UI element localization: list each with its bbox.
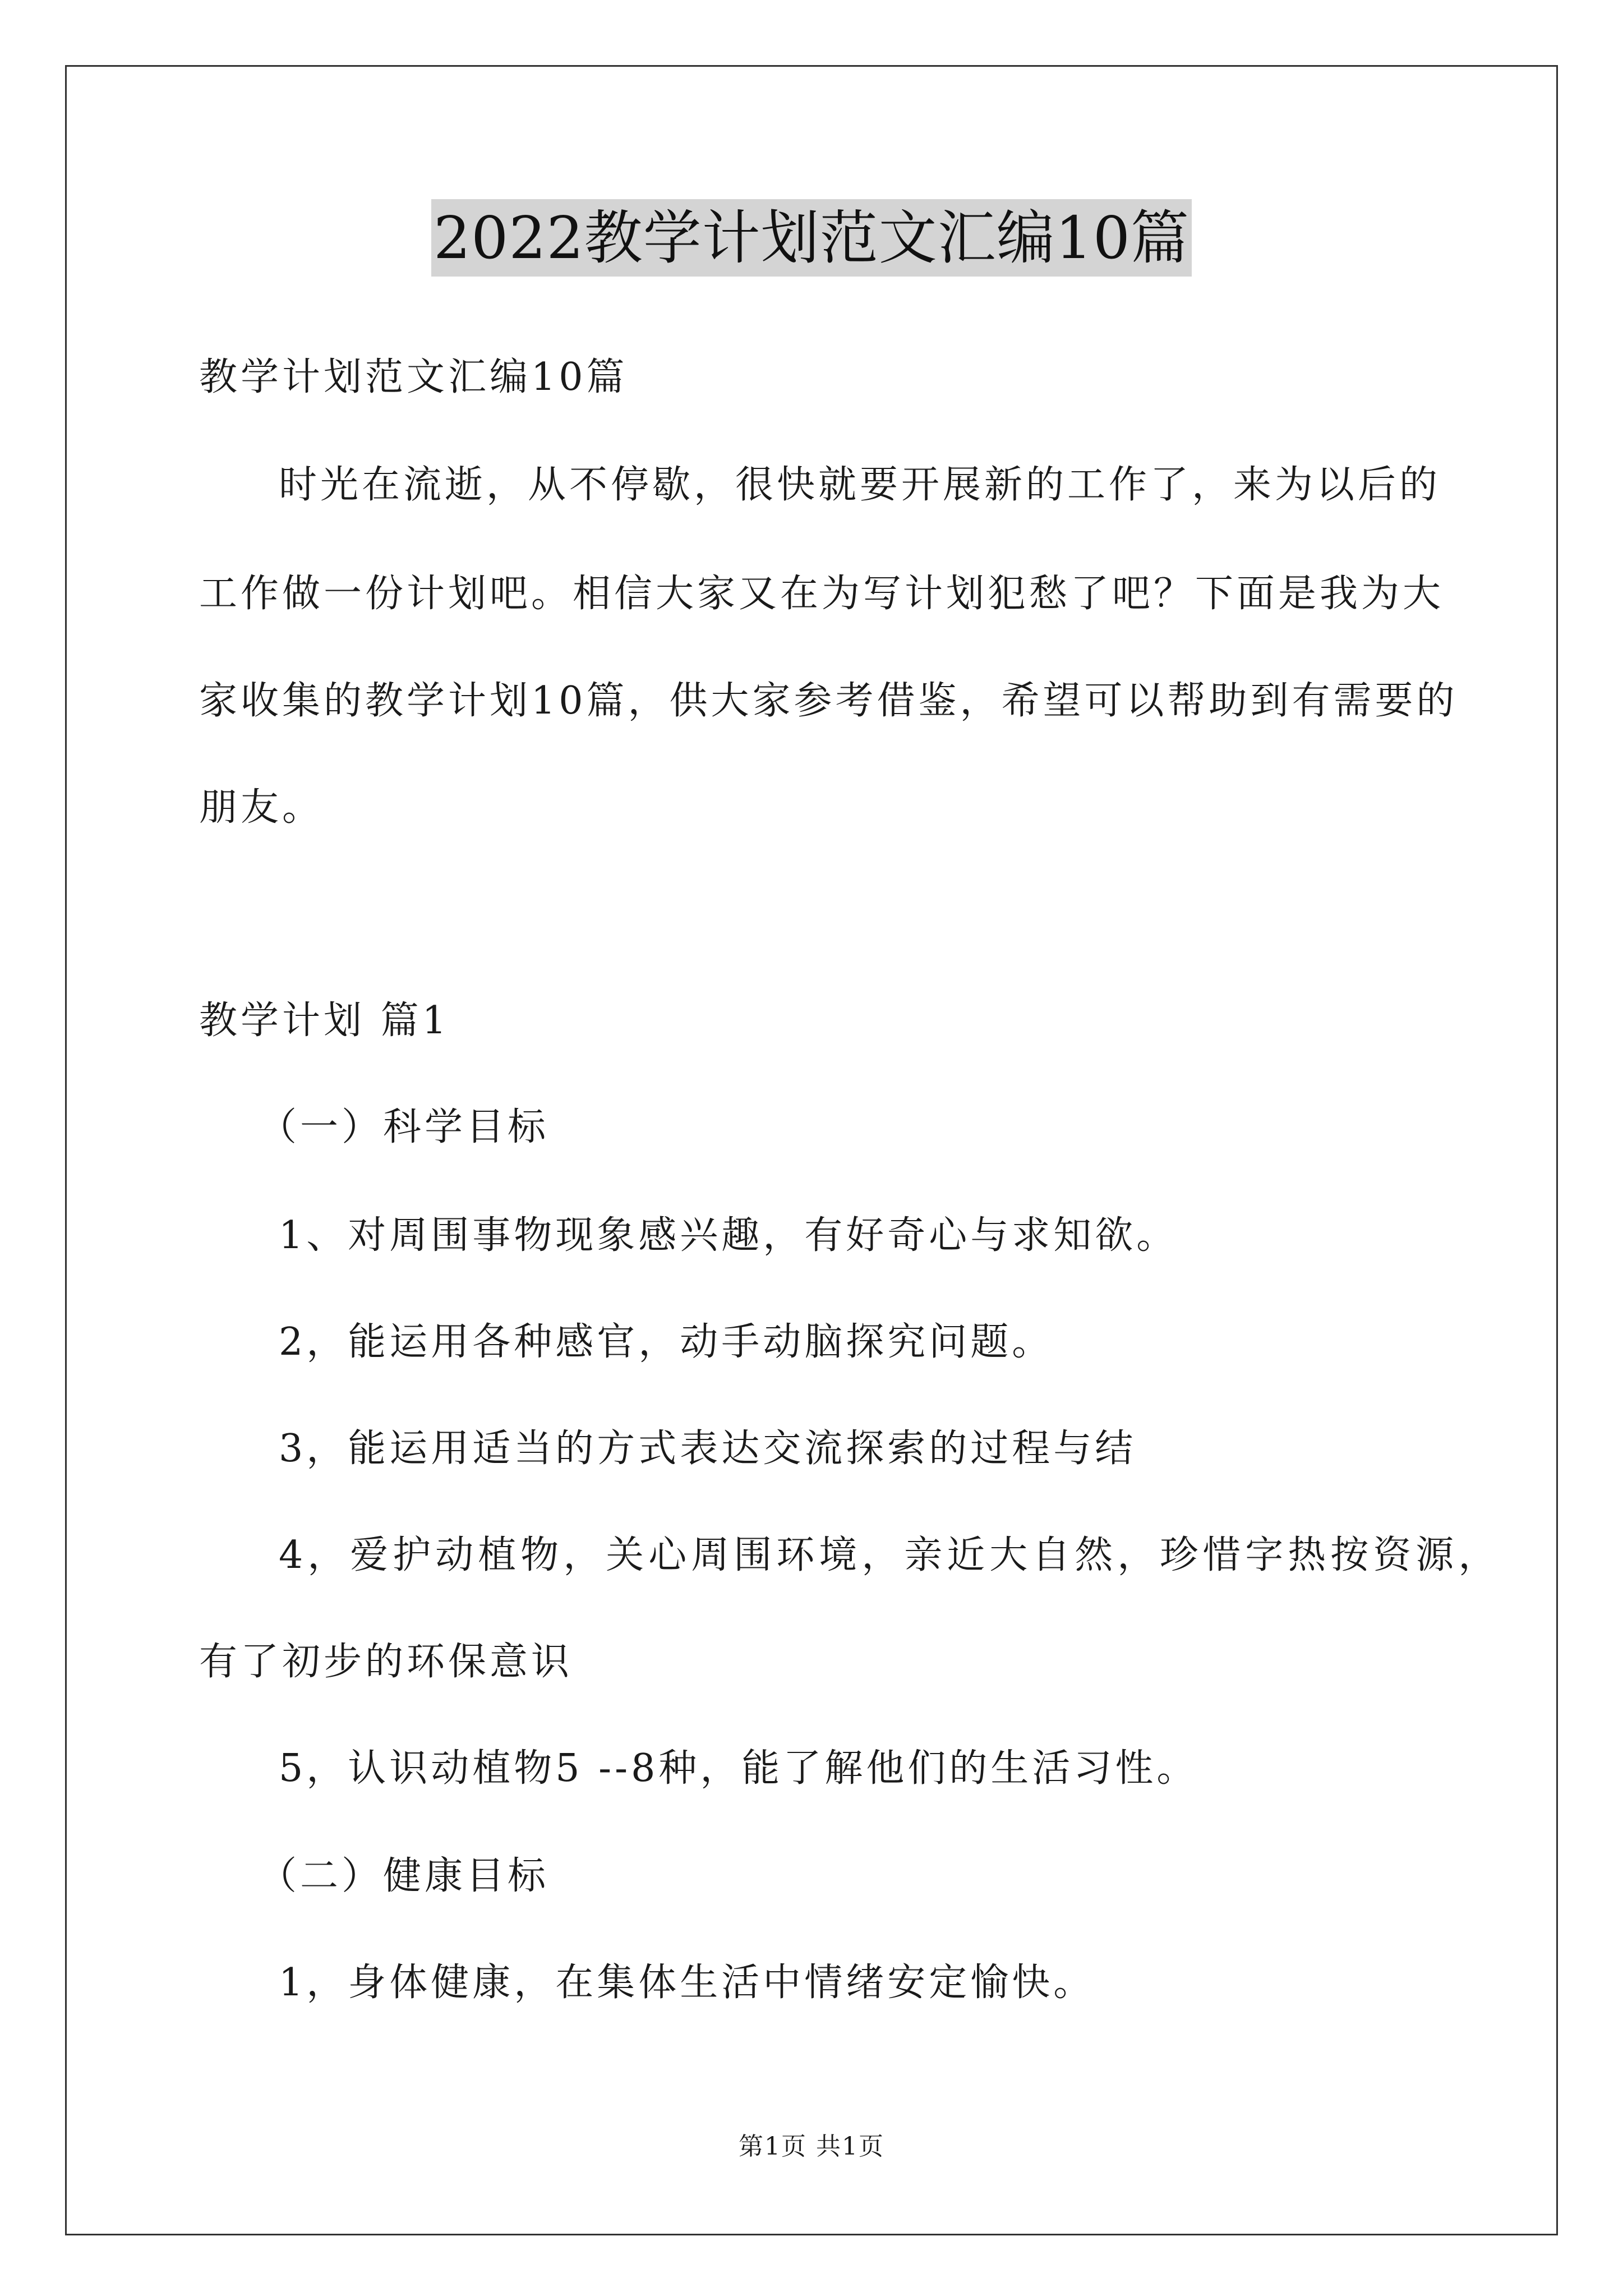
health-goal-heading: （二）健康目标 — [259, 1854, 550, 1898]
title-container — [0, 199, 1623, 277]
science-goal-item-2: 2，能运用各种感官，动手动脑探究问题。 — [279, 1320, 1054, 1364]
intro-line-1: 时光在流逝，从不停歇，很快就要开展新的工作了，来为以后的 — [279, 463, 1441, 507]
intro-line-4: 朋友。 — [199, 785, 324, 830]
science-goal-item-4: 4，爱护动植物，关心周围环境，亲近大自然，珍惜字热按资源， — [279, 1533, 1501, 1577]
science-goal-item-1: 1、对周围事物现象感兴趣，有好奇心与求知欲。 — [279, 1213, 1178, 1258]
intro-line-2: 工作做一份计划吧。相信大家又在为写计划犯愁了吧？下面是我为大 — [199, 572, 1445, 616]
document-title: 2022教学计划范文汇编10篇 — [431, 199, 1192, 277]
page-footer: 第1页 共1页 — [739, 2132, 884, 2161]
health-goal-item-1: 1，身体健康，在集体生活中情绪安定愉快。 — [279, 1961, 1095, 2005]
intro-line-3: 家收集的教学计划10篇，供大家参考借鉴，希望可以帮助到有需要的 — [199, 679, 1458, 723]
document-subtitle: 教学计划范文汇编10篇 — [199, 355, 628, 399]
science-goal-item-5: 5，认识动植物5 --8种，能了解他们的生活习性。 — [279, 1746, 1198, 1791]
section-heading: 教学计划 篇1 — [199, 999, 450, 1043]
science-goal-item-4-cont: 有了初步的环保意识 — [199, 1640, 573, 1684]
science-goal-item-3: 3，能运用适当的方式表达交流探索的过程与结 — [279, 1427, 1137, 1471]
science-goal-heading: （一）科学目标 — [259, 1105, 550, 1149]
